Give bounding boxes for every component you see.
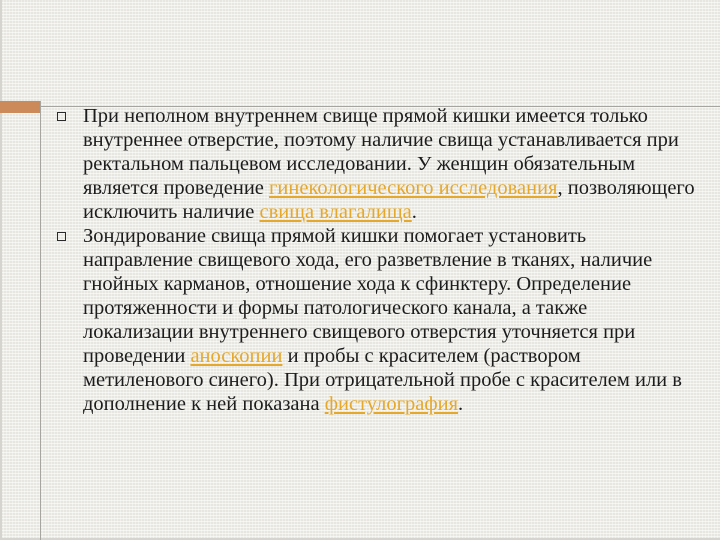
bullet-2-text-3: .: [458, 393, 464, 415]
bullet-2-text-2: и пробы с красителем (раствором метиленового синего). При отрицательной пробе с красителем или в дополнение к ней показана: [83, 345, 682, 415]
bullet-1-text-2: , позволяющего исключить наличие: [83, 177, 695, 223]
bullet-item-1: [56, 104, 696, 224]
vertical-rule: [40, 101, 41, 540]
square-bullet-icon: [57, 112, 66, 121]
accent-bar: [0, 101, 40, 113]
link-vaginal-fistula[interactable]: свища влагалища: [259, 201, 412, 223]
link-anoscopy[interactable]: аноскопии: [190, 345, 283, 367]
link-gynecological-exam[interactable]: гинекологического исследования: [269, 177, 558, 199]
bullet-2-text-1: Зондирование свища прямой кишки помогает установить направление свищевого хода, его разветвление в тканях, наличие гнойных карманов, отношение хода к сфинктеру. Определение протяженности и формы патологического канала, а также локализации внутреннего свищевого отверстия уточняется при проведении: [83, 225, 653, 367]
bullet-1-text-3: .: [411, 201, 417, 223]
bullet-item-2: [56, 224, 696, 416]
link-fistulography[interactable]: фистулография: [324, 393, 459, 415]
square-bullet-icon: [57, 232, 66, 241]
slide-body: [56, 104, 696, 416]
bullet-1-text-1: При неполном внутреннем свище прямой кишки имеется только внутреннее отверстие, поэтому наличие свища устанавливается при ректальном пальцевом исследовании. У женщин обязательным является проведение: [83, 105, 679, 199]
slide-left-border: [0, 0, 2, 540]
